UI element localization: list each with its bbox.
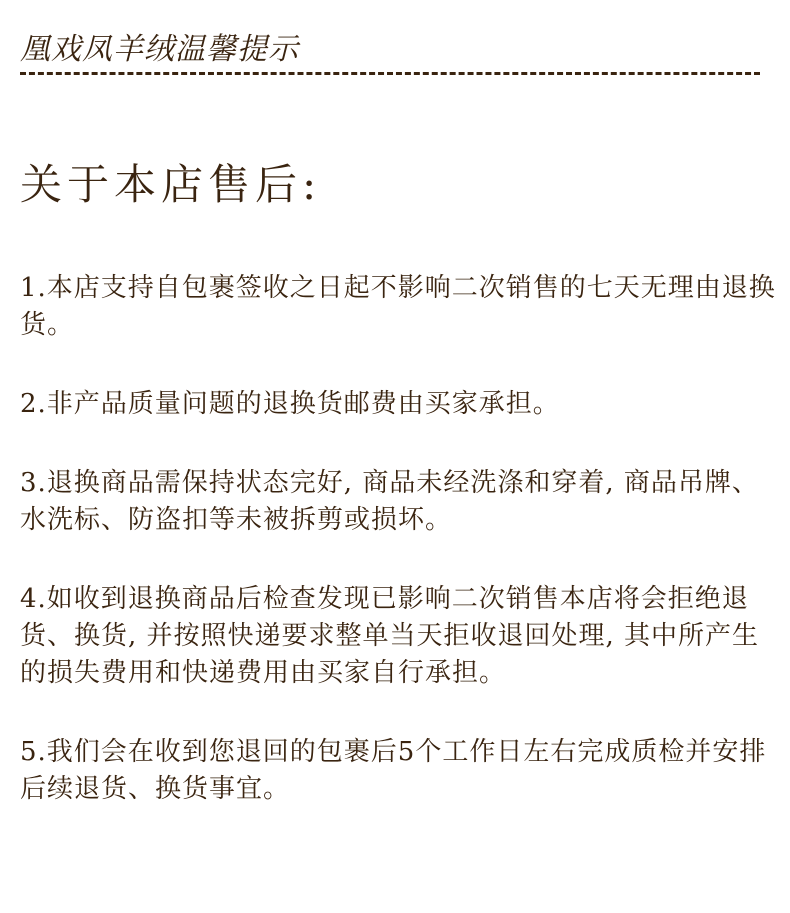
after-sales-rules	[20, 270, 780, 850]
rule-item-5: 5.我们会在收到您退回的包裹后5个工作日左右完成质检并安排后续退货、换货事宜。	[20, 737, 767, 804]
header	[20, 32, 760, 75]
section-title: 关于本店售后:	[20, 160, 322, 209]
rule-item-4: 4.如收到退换商品后检查发现已影响二次销售本店将会拒绝退货、换货, 并按照快递要求整单当天拒收退回处理, 其中所产生的损失费用和快递费用由买家自行承担。	[20, 584, 760, 688]
rule-item-1: 1.本店支持自包裹签收之日起不影响二次销售的七天无理由退换货。	[20, 273, 776, 340]
rule-item-2: 2.非产品质量问题的退换货邮费由买家承担。	[20, 389, 560, 419]
header-title: 凰戏凤羊绒温馨提示	[20, 32, 299, 67]
rule-item-3: 3.退换商品需保持状态完好, 商品未经洗涤和穿着, 商品吊牌、水洗标、防盗扣等未被拆剪或损坏。	[20, 468, 759, 535]
dashed-divider	[20, 72, 760, 75]
